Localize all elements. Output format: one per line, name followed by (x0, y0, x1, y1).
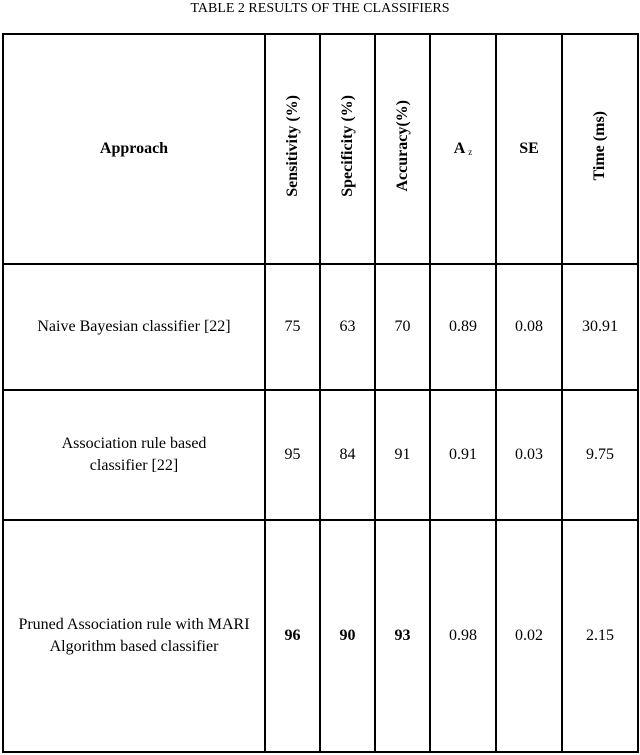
header-accuracy: Accuracy(%) (375, 34, 430, 264)
cell-accuracy: 70 (375, 264, 430, 390)
cell-approach: Pruned Association rule with MARI Algorithm based classifier (3, 520, 265, 752)
cell-approach: Naive Bayesian classifier [22] (3, 264, 265, 390)
cell-sensitivity: 75 (265, 264, 320, 390)
cell-time: 30.91 (562, 264, 638, 390)
header-row (3, 34, 638, 264)
header-az: A z (430, 34, 496, 264)
cell-time: 2.15 (562, 520, 638, 752)
cell-specificity: 90 (320, 520, 375, 752)
header-sensitivity: Sensitivity (%) (265, 34, 320, 264)
cell-se: 0.02 (496, 520, 562, 752)
cell-approach: Association rule based classifier [22] (3, 390, 265, 520)
cell-se: 0.03 (496, 390, 562, 520)
cell-az: 0.91 (430, 390, 496, 520)
cell-accuracy: 91 (375, 390, 430, 520)
cell-az: 0.89 (430, 264, 496, 390)
cell-se: 0.08 (496, 264, 562, 390)
header-time: Time (ms) (562, 34, 638, 264)
table-row (3, 264, 638, 390)
cell-accuracy: 93 (375, 520, 430, 752)
cell-time: 9.75 (562, 390, 638, 520)
results-table (2, 33, 639, 753)
header-specificity: Specificity (%) (320, 34, 375, 264)
header-approach: Approach (3, 34, 265, 264)
cell-sensitivity: 95 (265, 390, 320, 520)
cell-sensitivity: 96 (265, 520, 320, 752)
cell-specificity: 84 (320, 390, 375, 520)
header-se: SE (496, 34, 562, 264)
table-row (3, 390, 638, 520)
table-caption: TABLE 2 RESULTS OF THE CLASSIFIERS (190, 1, 450, 16)
cell-specificity: 63 (320, 264, 375, 390)
table-row (3, 520, 638, 752)
cell-az: 0.98 (430, 520, 496, 752)
